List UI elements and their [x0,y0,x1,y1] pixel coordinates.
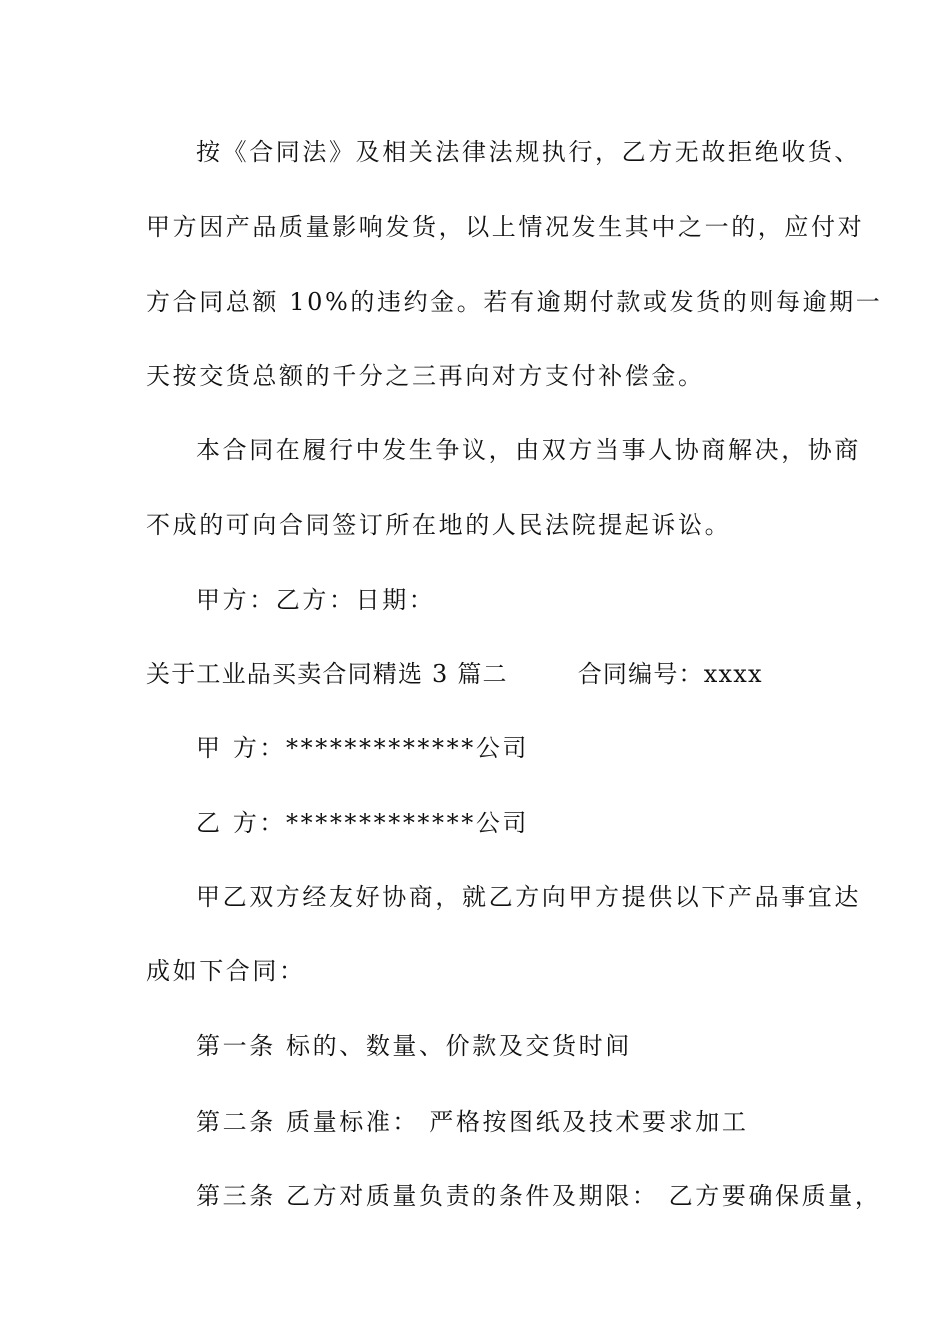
paragraph-line: 甲乙双方经友好协商，就乙方向甲方提供以下产品事宜达 [196,883,861,911]
document-title: 关于工业品买卖合同精选 3 篇二 [146,660,508,688]
party-a-line: 甲 方：*************公司 [196,734,530,762]
paragraph-line: 甲方因产品质量影响发货，以上情况发生其中之一的，应付对 [146,213,865,241]
paragraph-line: 不成的可向合同签订所在地的人民法院提起诉讼。 [146,511,732,539]
article-two: 第二条 质量标准： 严格按图纸及技术要求加工 [196,1108,749,1136]
paragraph-line: 本合同在履行中发生争议，由双方当事人协商解决，协商 [196,436,861,464]
paragraph-line: 天按交货总额的千分之三再向对方支付补偿金。 [146,362,705,390]
party-b-line: 乙 方：*************公司 [196,809,530,837]
paragraph-line: 方合同总额 10%的违约金。若有逾期付款或发货的则每逾期一 [146,288,883,316]
signature-line: 甲方：乙方：日期： [196,586,436,614]
paragraph-line: 按《合同法》及相关法律法规执行，乙方无故拒绝收货、 [196,138,861,166]
paragraph-line: 成如下合同： [146,957,306,985]
contract-number: 合同编号：xxxx [577,660,763,688]
article-one: 第一条 标的、数量、价款及交货时间 [196,1032,632,1060]
article-three: 第三条 乙方对质量负责的条件及期限： 乙方要确保质量， [196,1182,882,1210]
section-heading [146,659,763,689]
